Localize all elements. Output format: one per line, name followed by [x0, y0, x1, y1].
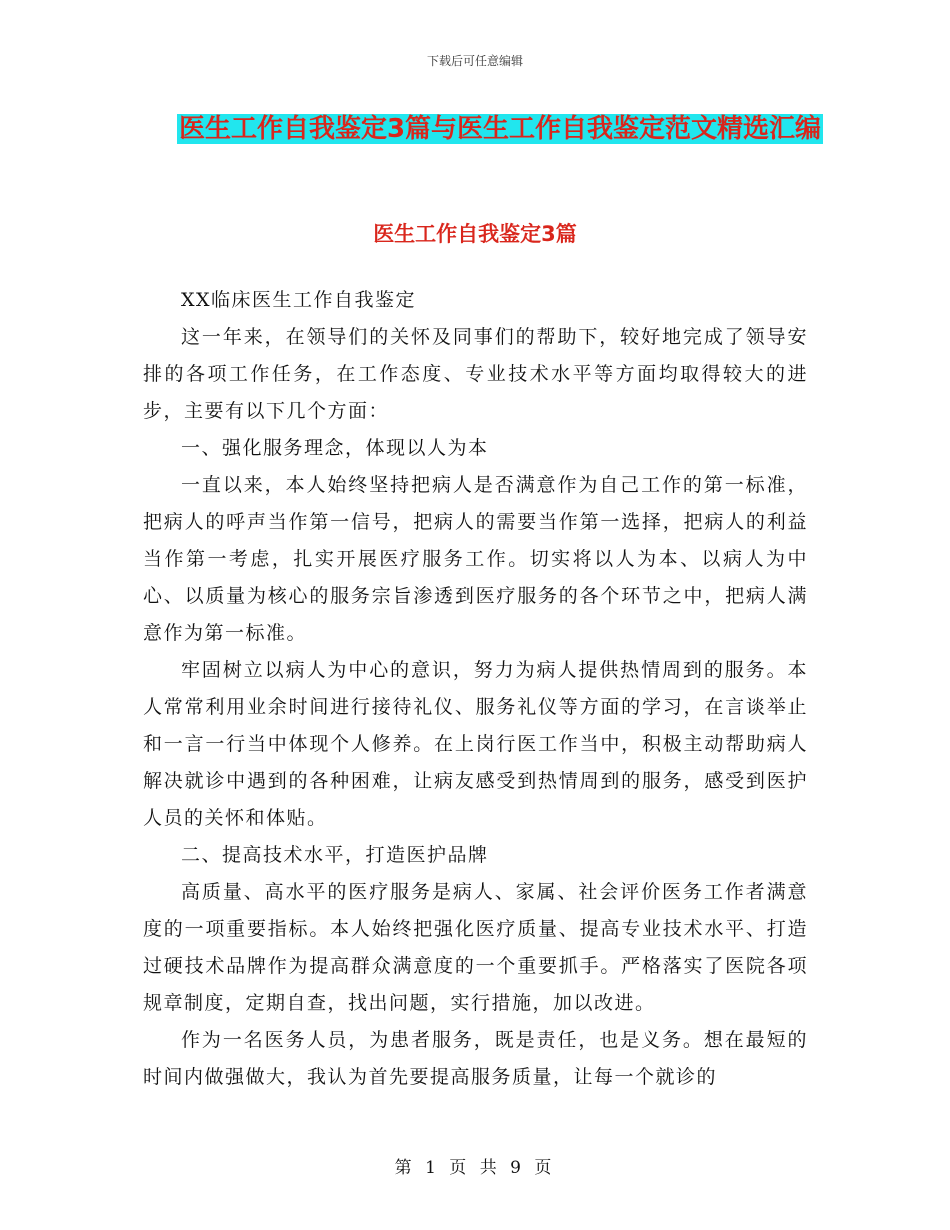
document-title — [150, 108, 850, 150]
header-note: 下载后可任意编辑 — [426, 54, 523, 68]
section-title: 医生工作自我鉴定3篇 — [373, 222, 577, 246]
document-title-text: 医生工作自我鉴定3篇与医生工作自我鉴定范文精选汇编 — [178, 114, 822, 144]
paragraph: 牢固树立以病人为中心的意识，努力为病人提供热情周到的服务。本人常常利用业余时间进行接待礼仪、服务礼仪等方面的学习，在言谈举止和一言一行当中体现个人修养。在上岗行医工作当中，积极主动帮助病人解决就诊中遇到的各种困难，让病友感受到热情周到的服务，感受到医护人员的关怀和体贴。 — [143, 659, 808, 829]
paragraph: 一、强化服务理念，体现以人为本 — [181, 437, 489, 459]
paragraph: 作为一名医务人员，为患者服务，既是责任，也是义务。想在最短的时间内做强做大，我认为首先要提高服务质量，让每一个就诊的 — [143, 1029, 808, 1088]
paragraph: 二、提高技术水平，打造医护品牌 — [181, 844, 489, 866]
paragraph: 一直以来，本人始终坚持把病人是否满意作为自己工作的第一标准，把病人的呼声当作第一信号，把病人的需要当作第一选择，把病人的利益当作第一考虑，扎实开展医疗服务工作。切实将以人为本、以病人为中心、以质量为核心的服务宗旨渗透到医疗服务的各个环节之中，把病人满意作为第一标准。 — [143, 474, 808, 644]
body-text — [143, 282, 808, 1096]
page-footer: 第 1 页 共 9 页 — [394, 1158, 556, 1178]
paragraph: 这一年来，在领导们的关怀及同事们的帮助下，较好地完成了领导安排的各项工作任务，在工作态度、专业技术水平等方面均取得较大的进步，主要有以下几个方面： — [143, 326, 808, 422]
paragraph: 高质量、高水平的医疗服务是病人、家属、社会评价医务工作者满意度的一项重要指标。本人始终把强化医疗质量、提高专业技术水平、打造过硬技术品牌作为提高群众满意度的一个重要抓手。严格落实了医院各项规章制度，定期自查，找出问题，实行措施，加以改进。 — [143, 881, 808, 1014]
paragraph: XX临床医生工作自我鉴定 — [181, 289, 417, 311]
